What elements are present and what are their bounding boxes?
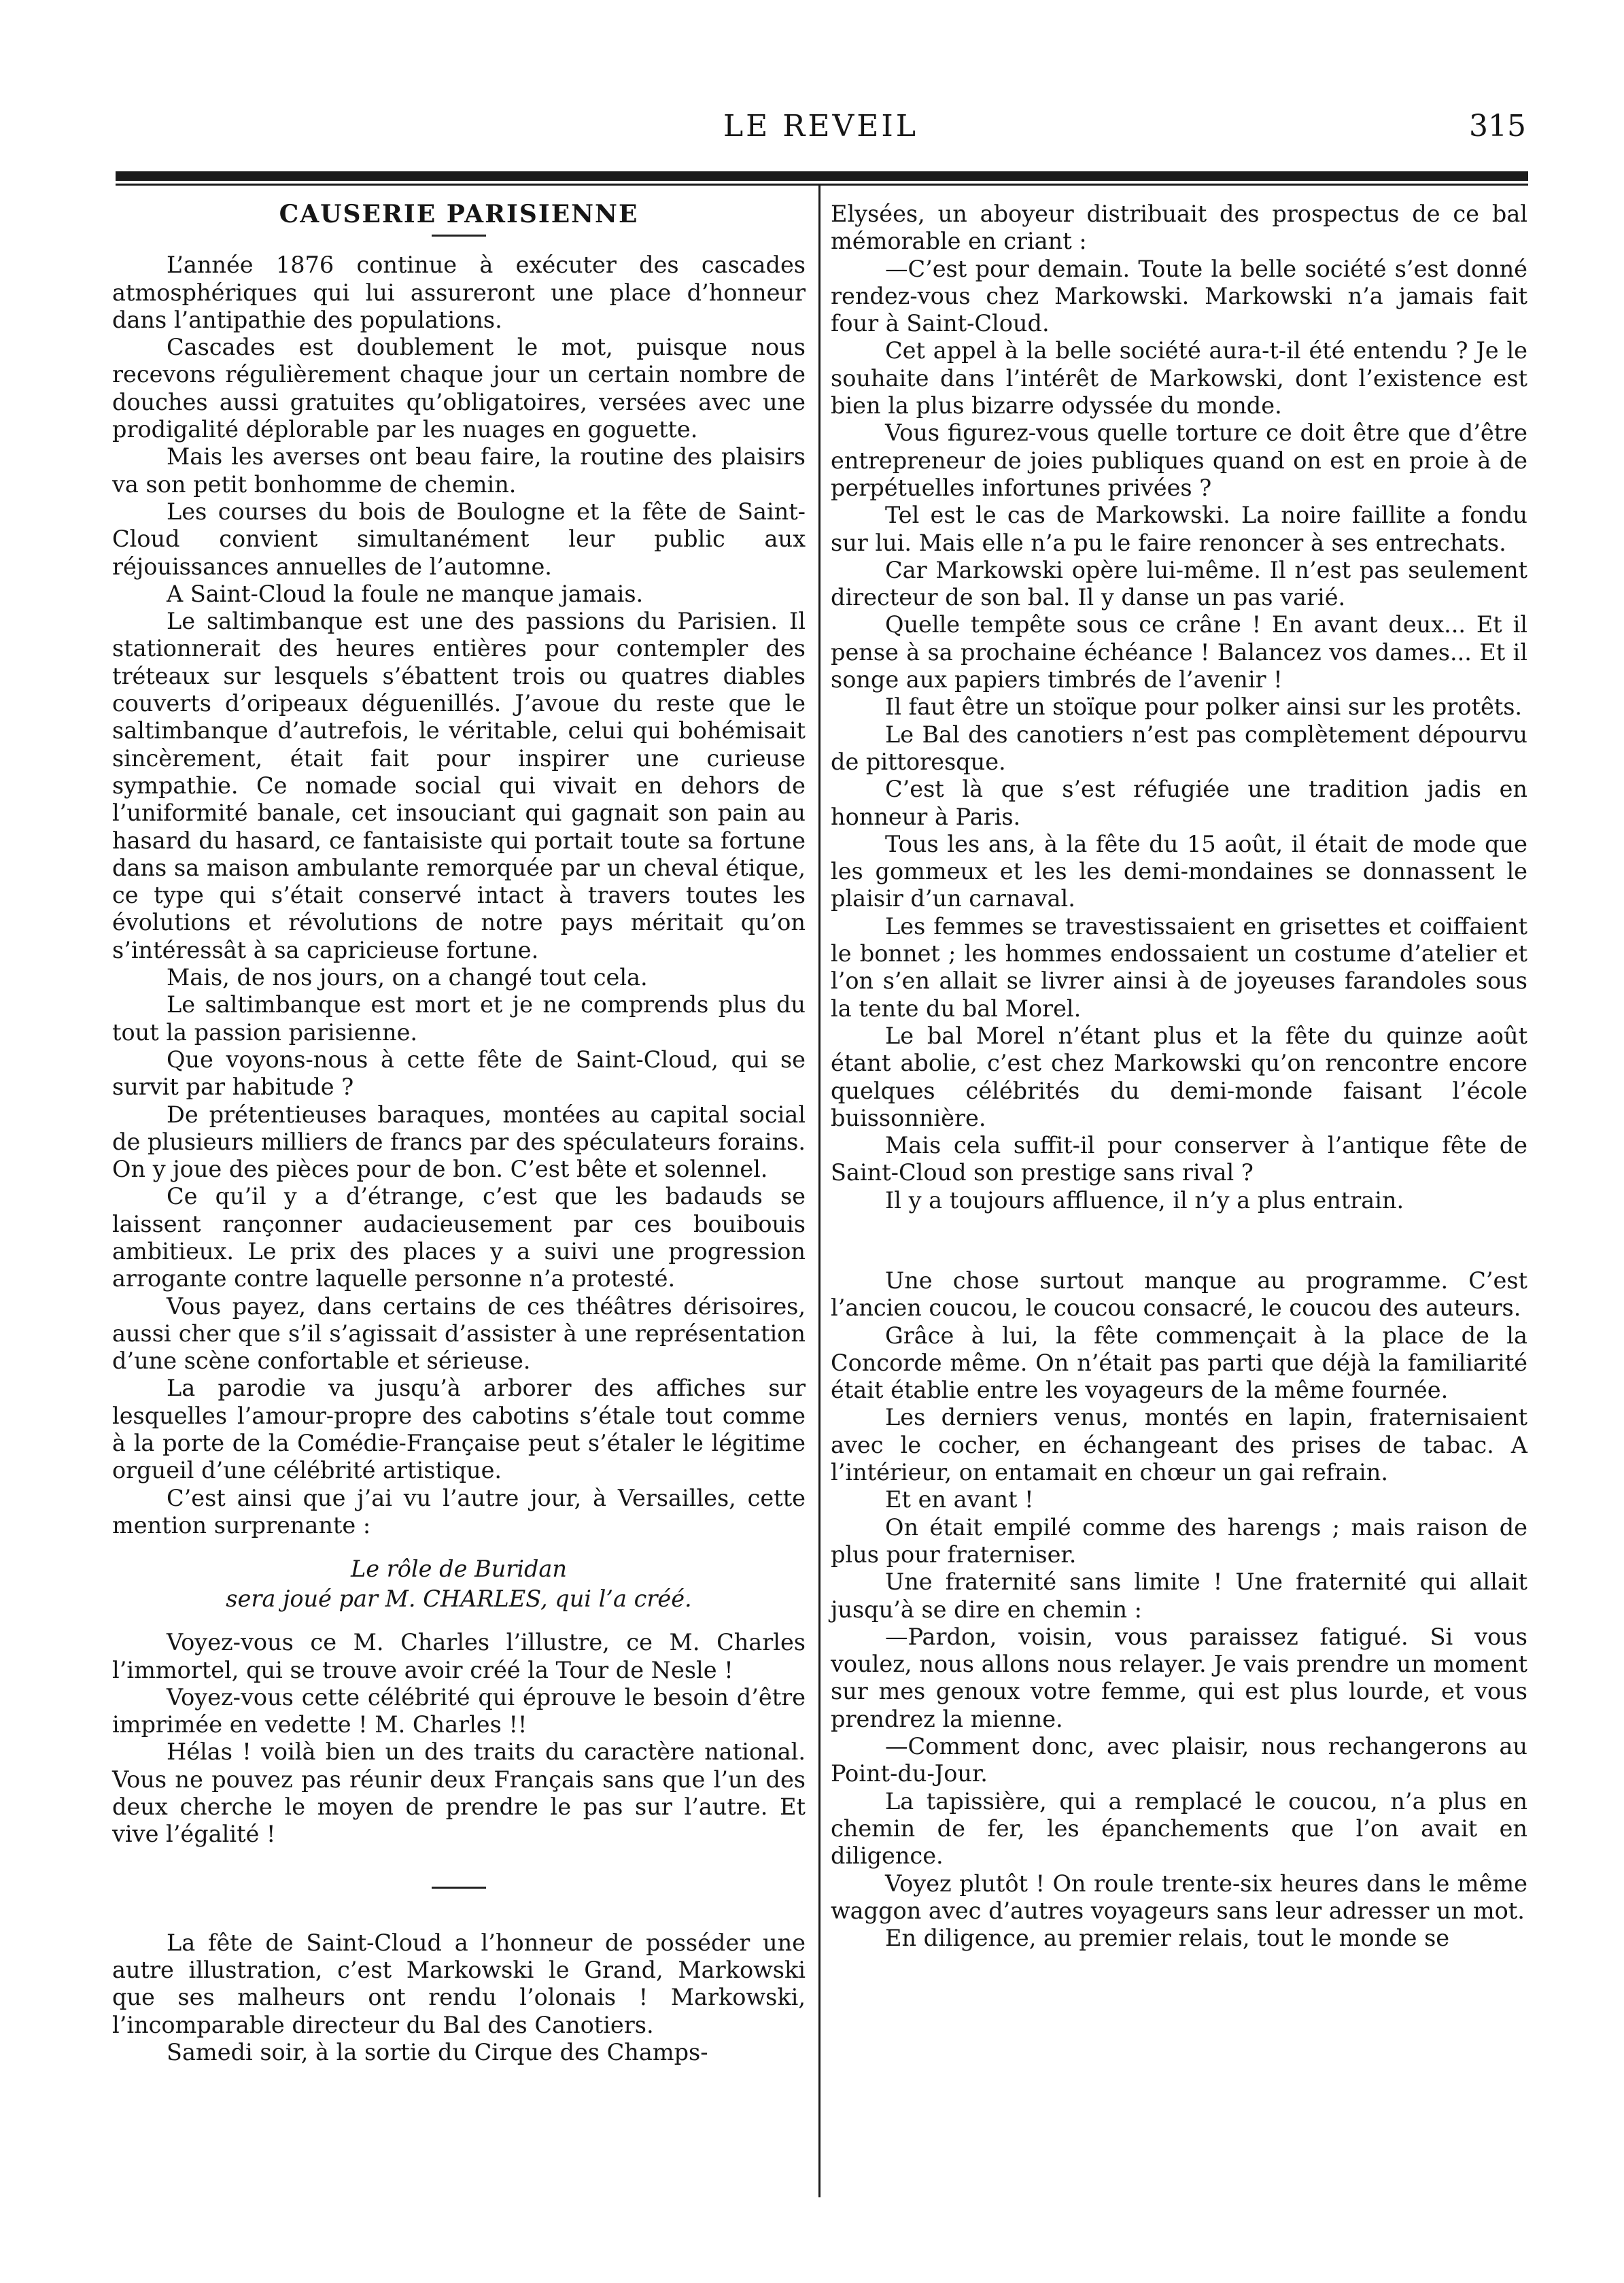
newspaper-title: LE REVEIL [723, 109, 919, 143]
paragraph: C’est là que s’est réfugiée une tradition jadis en honneur à Paris. [831, 776, 1527, 830]
paragraph: A Saint-Cloud la foule ne manque jamais. [167, 580, 644, 607]
theatre-poster-quote [112, 1554, 806, 1614]
paragraph: Le saltimbanque est une des passions du Parisien. Il stationnerait des heures entières pour contempler des tréteaux sur lesquels s’ébattent trois ou quatres diables couverts d’oripeaux déguenillés. J’avoue du reste que le saltimbanque d’autrefois, le véritable, celui qui bohémisait sincèrement, était fait pour inspirer une curieuse sympathie. Ce nomade social qui vivait en dehors de l’uniformité banale, cet insouciant qui gagnait son pain au hasard du hasard, ce fantaisiste qui portait toute sa fortune dans sa maison ambulante remorquée par un cheval étique, ce type qui s’était conservé intact à travers toutes les évolutions et révolutions de notre pays méritait qu’on s’intéressât à sa capricieuse fortune. [112, 608, 806, 963]
paragraph: La fête de Saint-Cloud a l’honneur de posséder une autre illustration, c’est Markowski le Grand, Markowski que ses malheurs ont rendu l’olonais ! Markowski, l’incomparable directeur du Bal des Canotiers. [112, 1929, 806, 2038]
paragraph: Et en avant ! [885, 1486, 1034, 1513]
paragraph: Voyez-vous ce M. Charles l’illustre, ce M. Charles l’immortel, qui se trouve avoir créé la Tour de Nesle ! [112, 1629, 806, 1683]
paragraph: Il y a toujours affluence, il n’y a plus entrain. [885, 1186, 1404, 1214]
paragraph: En diligence, au premier relais, tout le monde se [885, 1925, 1450, 1952]
paragraph: Les courses du bois de Boulogne et la fête de Saint-Cloud convient simultanément leur public aux réjouissances annuelles de l’automne. [112, 498, 806, 580]
paragraph: Grâce à lui, la fête commençait à la place de la Concorde même. On n’était pas parti que déjà la familiarité était établie entre les voyageurs de la même fournée. [831, 1322, 1527, 1404]
paragraph: La tapissière, qui a remplacé le coucou, n’a plus en chemin de fer, les épanchements que l’on avait en diligence. [831, 1787, 1527, 1870]
paragraph: —Comment donc, avec plaisir, nous rechangerons au Point-du-Jour. [831, 1733, 1527, 1787]
header-rule-thin [116, 184, 1528, 186]
paragraph-continuation: Elysées, un aboyeur distribuait des prospectus de ce bal mémorable en criant : [831, 201, 1527, 255]
paragraph: Le saltimbanque est mort et je ne comprends plus du tout la passion parisienne. [112, 991, 806, 1046]
title-rule [432, 235, 486, 237]
paragraph: Car Markowski opère lui-même. Il n’est pas seulement directeur de son bal. Il y danse un pas varié. [831, 556, 1527, 611]
paragraph: Les derniers venus, montés en lapin, fraternisaient avec le cocher, en échangeant des prises de tabac. A l’intérieur, on entamait en chœur un gai refrain. [831, 1404, 1527, 1486]
paragraph: Mais cela suffit-il pour conserver à l’antique fête de Saint-Cloud son prestige sans rival ? [831, 1132, 1527, 1186]
paragraph: Voyez plutôt ! On roule trente-six heures dans le même waggon avec d’autres voyageurs sans leur adresser un mot. [831, 1870, 1527, 1924]
paragraph: Hélas ! voilà bien un des traits du caractère national. Vous ne pouvez pas réunir deux Français sans que l’un des deux cherche le moyen de prendre le pas sur l’autre. Et vive l’égalité ! [112, 1738, 806, 1848]
article-title: CAUSERIE PARISIENNE [279, 200, 639, 228]
paragraph: Mais, de nos jours, on a changé tout cela. [167, 964, 648, 991]
section-separator [432, 1887, 486, 1889]
left-column [112, 201, 806, 2066]
quote-line: sera joué par M. CHARLES, qui l’a créé. [226, 1585, 692, 1613]
paragraph: Une fraternité sans limite ! Une fraternité qui allait jusqu’à se dire en chemin : [831, 1568, 1527, 1623]
column-divider [818, 185, 820, 2197]
page-header [116, 109, 1526, 156]
paragraph: Le bal Morel n’étant plus et la fête du quinze août étant abolie, c’est chez Markowski qu’on rencontre encore quelques célébrités du demi-monde faisant l’école buissonnière. [831, 1022, 1527, 1131]
paragraph: La parodie va jusqu’à arborer des affiches sur lesquelles l’amour-propre des cabotins s’étale tout comme à la porte de la Comédie-Française peut s’étaler le légitime orgueil d’une célébrité artistique. [112, 1375, 806, 1484]
paragraph: Le Bal des canotiers n’est pas complètement dépourvu de pittoresque. [831, 721, 1527, 775]
paragraph: L’année 1876 continue à exécuter des cascades atmosphériques qui lui assureront une place d’honneur dans l’antipathie des populations. [112, 252, 806, 333]
quote-line: Le rôle de Buridan [351, 1556, 567, 1583]
paragraph: —Pardon, voisin, vous paraissez fatigué. Si vous voulez, nous allons nous relayer. Je vais prendre un moment sur mes genoux votre femme, qui est plus lourde, et vous prendrez la mienne. [831, 1623, 1527, 1732]
paragraph: Cascades est doublement le mot, puisque nous recevons régulièrement chaque jour un certain nombre de douches aussi gratuites qu’obligatoires, versées avec une prodigalité déplorable par les nuages en goguette. [112, 334, 806, 443]
paragraph: Quelle tempête sous ce crâne ! En avant deux... Et il pense à sa prochaine échéance ! Balancez vos dames... Et il songe aux papiers timbrés de l’avenir ! [831, 611, 1527, 693]
paragraph: Tous les ans, à la fête du 15 août, il était de mode que les gommeux et les les demi-mondaines se donnassent le plaisir d’un carnaval. [831, 830, 1527, 912]
paragraph: Il faut être un stoïque pour polker ainsi sur les protêts. [885, 693, 1523, 721]
paragraph: On était empilé comme des harengs ; mais raison de plus pour fraterniser. [831, 1513, 1527, 1568]
paragraph: Tel est le cas de Markowski. La noire faillite a fondu sur lui. Mais elle n’a pu le faire renoncer à ses entrechats. [831, 502, 1527, 556]
paragraph: Samedi soir, à la sortie du Cirque des Champs- [167, 2038, 708, 2065]
paragraph: De prétentieuses baraques, montées au capital social de plusieurs milliers de francs par des spéculateurs forains. On y joue des pièces pour de bon. C’est bête et solennel. [112, 1101, 806, 1183]
right-column [831, 201, 1527, 1952]
paragraph: Cet appel à la belle société aura-t-il été entendu ? Je le souhaite dans l’intérêt de Markowski, dont l’existence est bien la plus bizarre odyssée du monde. [831, 337, 1527, 419]
paragraph: Vous payez, dans certains de ces théâtres dérisoires, aussi cher que s’il s’agissait d’assister à une représentation d’une scène confortable et sérieuse. [112, 1292, 806, 1375]
paragraph: Que voyons-nous à cette fête de Saint-Cloud, qui se survit par habitude ? [112, 1046, 806, 1101]
header-rule-thick [116, 171, 1528, 181]
paragraph: —C’est pour demain. Toute la belle société s’est donné rendez-vous chez Markowski. Markowski n’a jamais fait four à Saint-Cloud. [831, 255, 1527, 337]
paragraph: Voyez-vous cette célébrité qui éprouve le besoin d’être imprimée en vedette ! M. Charles !! [112, 1683, 806, 1738]
paragraph: Les femmes se travestissaient en grisettes et coiffaient le bonnet ; les hommes endossaient un costume d’atelier et l’on s’en allait se livrer ainsi à de joyeuses farandoles sous la tente du bal Morel. [831, 912, 1527, 1022]
paragraph: Une chose surtout manque au programme. C’est l’ancien coucou, le coucou consacré, le coucou des auteurs. [831, 1267, 1527, 1322]
paragraph: Mais les averses ont beau faire, la routine des plaisirs va son petit bonhomme de chemin. [112, 443, 806, 498]
paragraph: Ce qu’il y a d’étrange, c’est que les badauds se laissent rançonner audacieusement par ces bouibouis ambitieux. Le prix des places y a suivi une progression arrogante contre laquelle personne n’a protesté. [112, 1183, 806, 1292]
paragraph: C’est ainsi que j’ai vu l’autre jour, à Versailles, cette mention surprenante : [112, 1484, 806, 1539]
paragraph: Vous figurez-vous quelle torture ce doit être que d’être entrepreneur de joies publiques quand on est en proie à de perpétuelles infortunes privées ? [831, 419, 1527, 501]
page-number: 315 [1469, 109, 1526, 143]
